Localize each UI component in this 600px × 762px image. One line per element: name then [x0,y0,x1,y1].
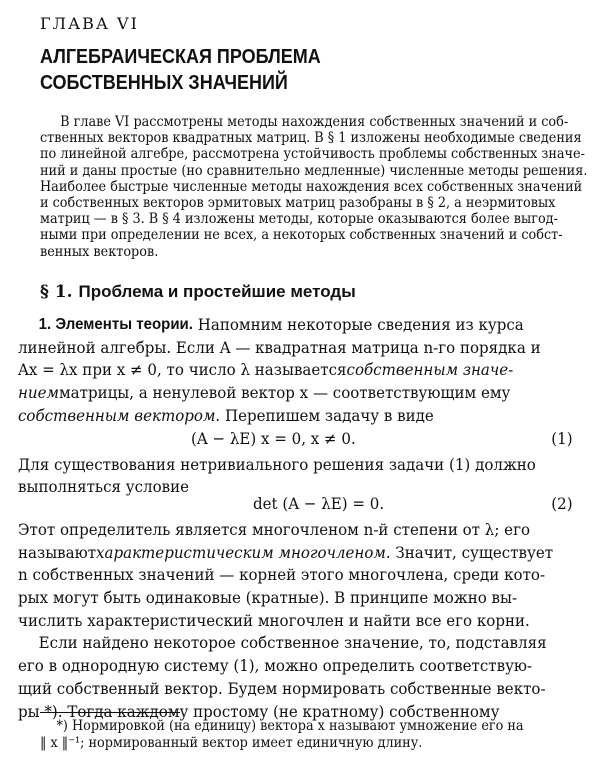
abstract-line: и собственных векторов эрмитовых матриц разобраны в § 2, а неэрмитовых [40,195,556,212]
equation-1 [18,428,591,454]
text-line: числить характеристический многочлен и найти все его корни. [18,610,530,630]
footnote [40,718,584,752]
text-run: называют [18,542,97,562]
abstract-line: венных векторов. [40,243,159,260]
footnote-line: *) Нормировкой (на единицу) вектора x называют умножение его на [56,718,524,734]
main-text [18,314,591,723]
text-line: рых могут быть одинаковые (кратные). В принципе можно вы- [18,588,518,608]
abstract-line: матриц — в § 3. В § 4 изложены методы, которые оказываются более выгод- [40,211,558,228]
term-characteristic-polynomial: характеристическим многочленом [96,542,386,562]
text-run: . Значит, существует [385,542,554,562]
chapter-title-line-1: АЛГЕБРАИЧЕСКАЯ ПРОБЛЕМА [40,46,321,68]
paragraph-heading: 1. Элементы теории. [38,316,193,333]
text-line: Для существования нетривиального решения задачи (1) должно [18,454,536,474]
text-line: щий собственный вектор. Будем нормировать собственные векто- [18,678,546,698]
text-run: матрицы, а ненулевой вектор x — соответствующим ему [58,383,511,403]
equation-1-body: (A − λE) x = 0, x ≠ 0. [190,428,356,448]
abstract-line: ний и даны простые (но сравнительно медленные) численные методы решения. [40,162,588,179]
chapter-label: ГЛАВА VI [40,14,139,33]
text-run: Напомним некоторые сведения из курса [197,315,524,334]
text-line [18,314,591,337]
equation-2-body: det (A − λE) = 0. [253,493,385,513]
section-heading [40,282,356,302]
chapter-title [40,44,321,96]
text-line [18,542,591,565]
text-line: выполняться условие [18,477,190,497]
text-line [18,359,591,382]
equation-2-number: (2) [551,493,573,513]
chapter-abstract [40,114,588,260]
chapter-title-line-2: СОБСТВЕННЫХ ЗНАЧЕНИЙ [40,72,288,94]
abstract-line: ными при определении не всех, а некоторых собственных значений и собст- [40,227,563,244]
equation-2 [18,493,591,519]
section-number: § 1. [40,282,73,302]
footnote-divider [40,712,180,713]
term-eigenvector: собственным вектором [18,405,216,425]
section-title: Проблема и простейшие методы [78,282,356,301]
text-line: Этот определитель является многочленом n-й степени от λ; его [18,519,531,539]
term-eigenvalue: собственным значе- [346,360,514,380]
term-eigenvalue-end: нием [18,383,59,403]
abstract-line: ственных векторов квадратных матриц. В § 1 изложены необходимые сведения [40,130,582,147]
text-run: Ax = λx при x ≠ 0, то число λ называется [18,360,347,380]
text-line: линейной алгебры. Если A — квадратная матрица n-го порядка и [18,337,541,357]
text-line: Если найдено некоторое собственное значение, то, подставляя [38,633,547,653]
footnote-line: ‖ x ‖⁻¹; нормированный вектор имеет единичную длину. [40,735,423,751]
text-line: n собственных значений — корней этого многочлена, среди кото- [18,565,546,585]
text-line [18,382,591,405]
text-line: ры *). Тогда каждому простому (не кратному) собственному [18,701,500,721]
text-run: . Перепишем задачу в виде [215,405,434,425]
abstract-line: Наиболее быстрые численные методы нахождения всех собственных значений [40,178,583,195]
equation-1-number: (1) [551,428,573,448]
text-line: его в однородную систему (1), можно определить соответствую- [18,656,533,676]
abstract-line: В главе VI рассмотрены методы нахождения собственных значений и соб- [60,114,569,130]
text-line [18,405,591,428]
abstract-line: по линейной алгебре, рассмотрена устойчивость проблемы собственных значе- [40,146,585,163]
